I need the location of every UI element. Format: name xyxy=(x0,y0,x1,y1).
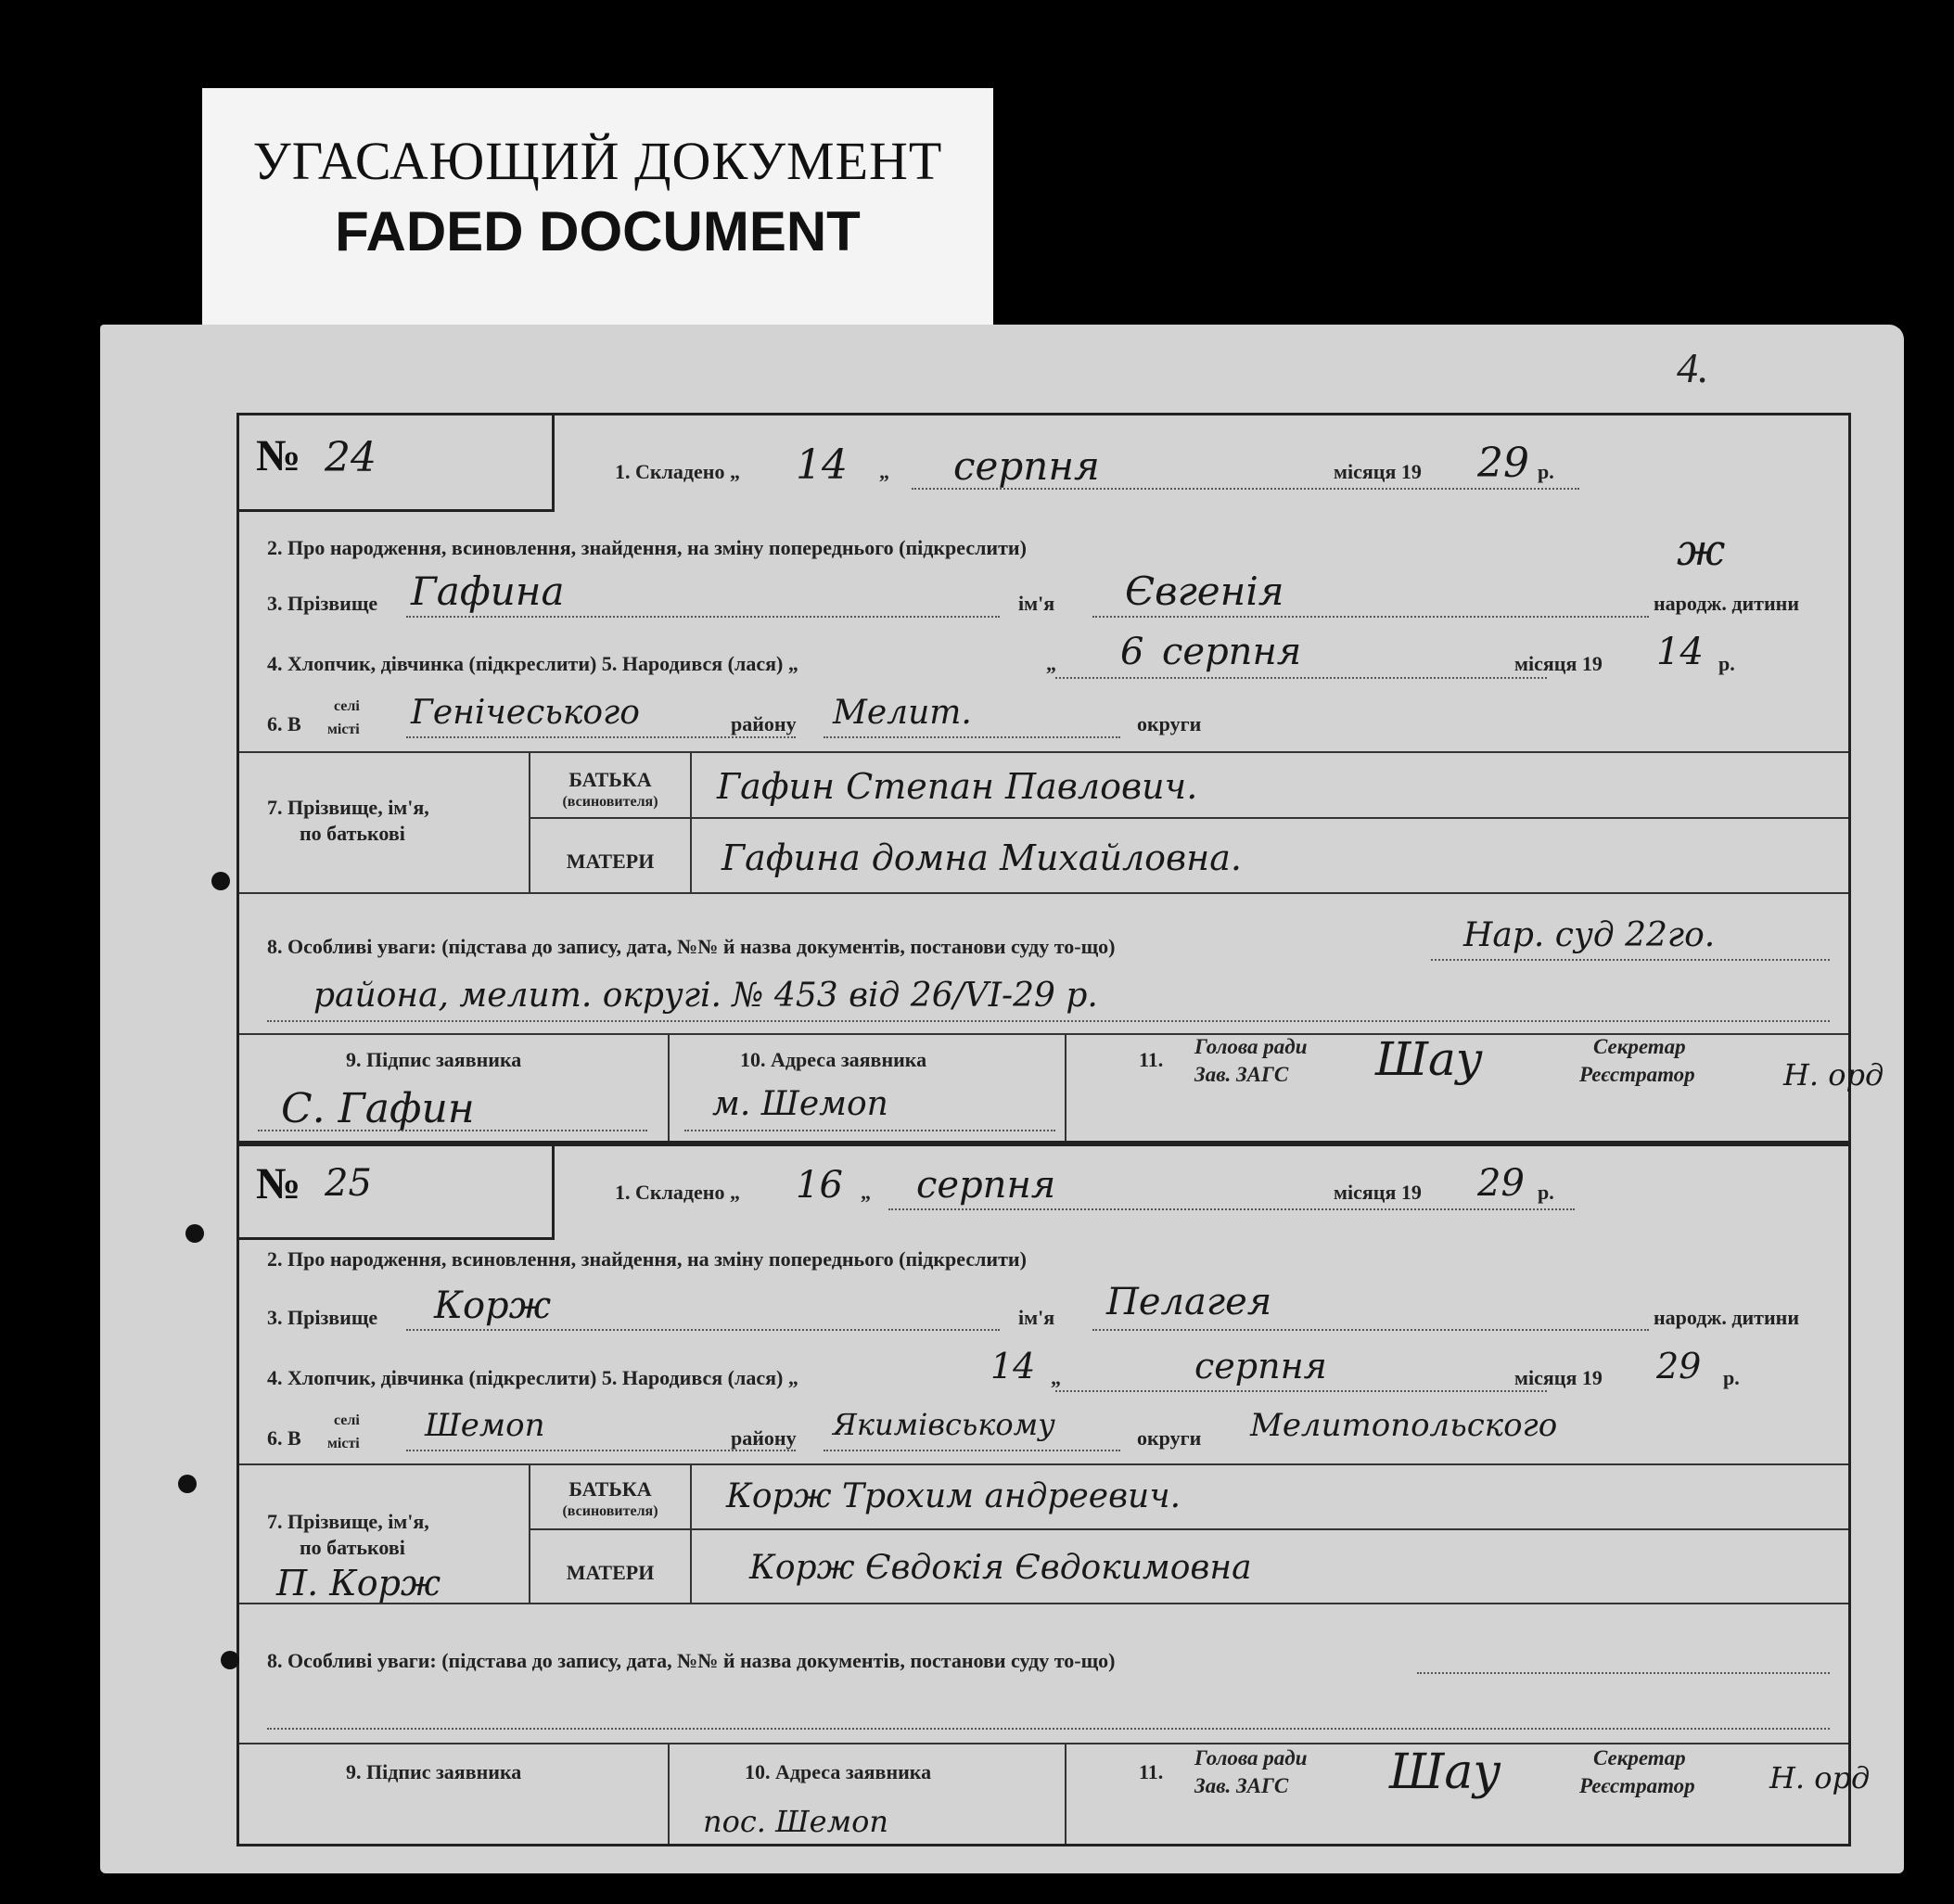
applicant-address: пос. Шемоп xyxy=(703,1804,888,1839)
notes-line-1: Нар. суд 22го. xyxy=(1463,916,1716,954)
punch-hole xyxy=(185,1224,204,1243)
mother-name: Гафина домна Михайловна. xyxy=(722,837,1242,878)
extra-signature: П. Корж xyxy=(276,1563,441,1604)
birth-month: серпня xyxy=(1194,1346,1327,1386)
record-year: 29 xyxy=(1477,1162,1525,1205)
birth-day: 6 xyxy=(1120,631,1144,673)
birth-year: 29 xyxy=(1656,1346,1702,1386)
record-year: 29 xyxy=(1477,440,1529,487)
district: Мелит. xyxy=(833,694,972,732)
head-signature: Шау xyxy=(1389,1744,1501,1800)
notes-line-2: района, мелит. округі. № 453 від 26/VI-29 р. xyxy=(313,977,1098,1015)
gender-mark: ж xyxy=(1677,525,1726,575)
label-russian: УГАСАЮЩИЙ ДОКУМЕНТ xyxy=(252,131,943,191)
birth-year: 14 xyxy=(1656,631,1704,673)
record-day: 16 xyxy=(796,1164,843,1207)
birth-record-24: № 24 1. Складено „ 14 „ серпня місяця 19 29 р. 2. Про народження, всиновлення, знайдення, на зміну попереднього (підкреслити) 3. Прізвище Гафина ім'я Євгенія ж народж. дитини 4. Хлопчик, дівчинка (підкреслити) 5. Народився (лася) „ „ 6 серпня місяця 19 14 р. 6. В селі місті Генічеського району Мелит. округи 7. Прізвище, ім'я, по батькові БАТЬКА (всиновителя) МАТЕРИ Гафин Степан Павлович. Гафина домна Михайловна. 8. Особливі уваги: (підстава до запису, дата, №№ й назва документів, постанови суду то-що) Нар. суд 22го. района, мелит. округі. № 453 від 26/VI-29 р. 9. Підпис заявника С. Гафин 10. Адреса заявника м. Шемоп 11. Голова ради Зав. ЗАГС Шау Секретар Реєстратор Н. орд xyxy=(236,413,1851,1146)
place: Генічеського xyxy=(411,694,640,732)
place: Шемоп xyxy=(425,1407,545,1444)
secretary-signature: Н. орд xyxy=(1769,1760,1871,1795)
given-name: Євгенія xyxy=(1125,569,1284,614)
applicant-signature: С. Гафин xyxy=(281,1085,475,1132)
item-2-label: 2. Про народження, всиновлення, знайдення, на зміну попереднього (підкреслити) xyxy=(267,1247,1027,1271)
punch-hole xyxy=(178,1475,197,1493)
record-number: 25 xyxy=(325,1162,372,1205)
surname: Корж xyxy=(434,1284,552,1327)
head-signature: Шау xyxy=(1375,1032,1483,1086)
record-number-box: № 24 xyxy=(239,415,555,512)
record-day: 14 xyxy=(796,441,848,489)
given-name: Пелагея xyxy=(1106,1281,1272,1323)
surname: Гафина xyxy=(411,569,565,614)
mother-name: Корж Євдокія Євдокимовна xyxy=(749,1549,1252,1587)
okrug: Мелитопольского xyxy=(1250,1407,1558,1444)
applicant-address: м. Шемоп xyxy=(712,1085,888,1123)
label-english: FADED DOCUMENT xyxy=(335,200,861,262)
record-number-box: № 25 xyxy=(239,1144,555,1240)
punch-hole xyxy=(221,1651,239,1669)
father-name: Гафин Степан Павлович. xyxy=(717,766,1198,807)
faded-document-label xyxy=(202,88,993,325)
district: Якимівському xyxy=(833,1407,1055,1442)
birth-day: 14 xyxy=(990,1346,1036,1386)
father-name: Корж Трохим андреевич. xyxy=(726,1477,1181,1515)
punch-hole xyxy=(211,872,230,890)
page-number: 4. xyxy=(1677,344,1709,391)
record-number: 24 xyxy=(325,434,377,481)
birth-month: серпня xyxy=(1162,631,1302,673)
item-2-label: 2. Про народження, всиновлення, знайдення, на зміну попереднього (підкреслити) xyxy=(267,536,1027,559)
birth-record-25: № 25 1. Складено „ 16 „ серпня місяця 19 29 р. 2. Про народження, всиновлення, знайдення, на зміну попереднього (підкреслити) 3. Прізвище Корж ім'я Пелагея народж. дитини 4. Хлопчик, дівчинка (підкреслити) 5. Народився (лася) „ 14 „ серпня місяця 19 29 р. 6. В селі місті Шемоп району Якимівському округи Мелитопольского 7. Прізвище, ім'я, по батькові П. Корж БАТЬКА (всиновителя) МАТЕРИ Корж Трохим андреевич. Корж Євдокія Євдокимовна 8. Особливі уваги: (підстава до запису, дата, №№ й назва документів, постанови суду то-що) 9. Підпис заявника 10. Адреса заявника пос. Шемоп 11. Голова ради Зав. ЗАГС Шау Секретар Реєстратор Н. орд xyxy=(236,1141,1851,1846)
secretary-signature: Н. орд xyxy=(1783,1057,1884,1093)
record-month: серпня xyxy=(953,443,1100,489)
record-month: серпня xyxy=(916,1164,1056,1207)
